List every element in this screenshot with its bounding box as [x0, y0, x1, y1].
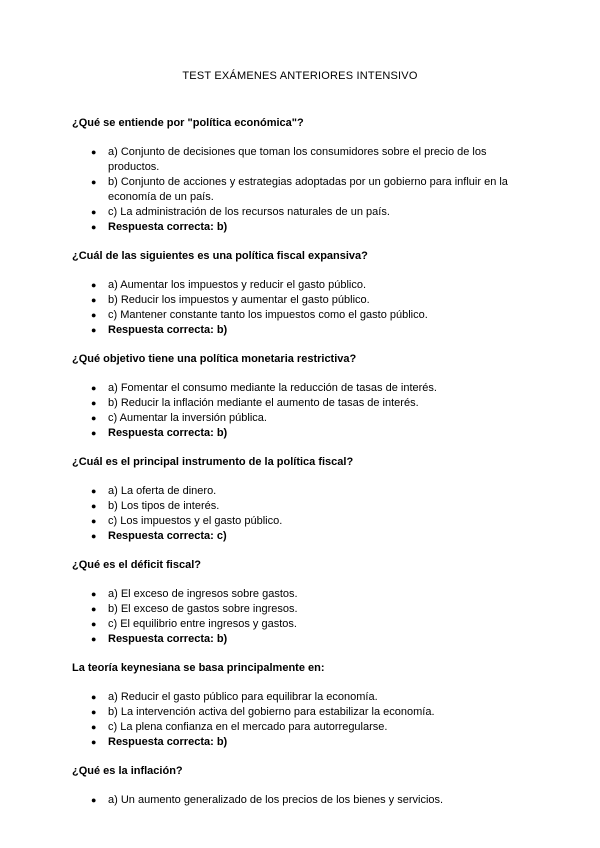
question-block — [72, 455, 528, 544]
question-block — [72, 764, 528, 808]
answer-list — [72, 484, 528, 544]
correct-answer-item — [72, 735, 528, 750]
bullet-icon: ● — [91, 207, 97, 217]
answer-option-text: a) El exceso de ingresos sobre gastos. — [108, 588, 298, 600]
correct-answer-text: Respuesta correcta: b) — [108, 324, 228, 336]
answer-option-text: b) Los tipos de interés. — [108, 500, 220, 512]
bullet-icon: ● — [91, 147, 97, 157]
bullet-icon: ● — [91, 634, 97, 644]
bullet-icon: ● — [91, 280, 97, 290]
answer-option-text: b) Conjunto de acciones y estrategias adoptadas por un gobierno para influir en la economía de un país. — [108, 176, 508, 203]
bullet-icon: ● — [91, 531, 97, 541]
question-heading: ¿Qué se entiende por "política económica"? — [72, 117, 304, 129]
correct-answer-item — [72, 323, 528, 338]
answer-option — [72, 617, 528, 632]
question-block — [72, 352, 528, 441]
bullet-icon: ● — [91, 310, 97, 320]
answer-option — [72, 514, 528, 529]
answer-option — [72, 293, 528, 308]
bullet-icon: ● — [91, 222, 97, 232]
answer-option — [72, 793, 528, 808]
question-heading: ¿Qué es el déficit fiscal? — [72, 559, 201, 571]
answer-list — [72, 145, 528, 235]
answer-option-text: a) Reducir el gasto público para equilibrar la economía. — [108, 691, 378, 703]
answer-option-text: b) La intervención activa del gobierno para estabilizar la economía. — [108, 706, 435, 718]
question-heading: ¿Qué es la inflación? — [72, 765, 183, 777]
answer-option-text: a) Fomentar el consumo mediante la reducción de tasas de interés. — [108, 382, 437, 394]
answer-option — [72, 205, 528, 220]
question-block — [72, 249, 528, 338]
answer-option-text: c) La plena confianza en el mercado para autorregularse. — [108, 721, 388, 733]
answer-option — [72, 705, 528, 720]
answer-option-text: a) Un aumento generalizado de los precios de los bienes y servicios. — [108, 794, 444, 806]
bullet-icon: ● — [91, 619, 97, 629]
correct-answer-text: Respuesta correcta: b) — [108, 221, 228, 233]
answer-option-text: b) Reducir la inflación mediante el aumento de tasas de interés. — [108, 397, 419, 409]
bullet-icon: ● — [91, 707, 97, 717]
bullet-icon: ● — [91, 325, 97, 335]
answer-option-text: c) La administración de los recursos naturales de un país. — [108, 206, 390, 218]
answer-option-text: c) Mantener constante tanto los impuestos como el gasto público. — [108, 309, 428, 321]
answer-list — [72, 587, 528, 647]
answer-option — [72, 690, 528, 705]
answer-option-text: a) Aumentar los impuestos y reducir el gasto público. — [108, 279, 367, 291]
answer-option-text: a) Conjunto de decisiones que toman los consumidores sobre el precio de los productos. — [108, 146, 487, 173]
question-block — [72, 116, 528, 235]
question-block — [72, 558, 528, 647]
correct-answer-item — [72, 529, 528, 544]
correct-answer-item — [72, 426, 528, 441]
document-title: TEST EXÁMENES ANTERIORES INTENSIVO — [182, 70, 418, 82]
bullet-icon: ● — [91, 428, 97, 438]
answer-option — [72, 602, 528, 617]
bullet-icon: ● — [91, 589, 97, 599]
answer-option — [72, 278, 528, 293]
answer-option-text: c) Aumentar la inversión pública. — [108, 412, 267, 424]
answer-list — [72, 278, 528, 338]
correct-answer-text: Respuesta correcta: b) — [108, 633, 228, 645]
question-heading: ¿Cuál de las siguientes es una política fiscal expansiva? — [72, 250, 368, 262]
question-heading: La teoría keynesiana se basa principalmente en: — [72, 662, 325, 674]
answer-option-text: b) Reducir los impuestos y aumentar el gasto público. — [108, 294, 370, 306]
answer-option-text: b) El exceso de gastos sobre ingresos. — [108, 603, 298, 615]
answer-option — [72, 411, 528, 426]
bullet-icon: ● — [91, 722, 97, 732]
question-block — [72, 661, 528, 750]
correct-answer-item — [72, 632, 528, 647]
answer-option — [72, 145, 528, 175]
answer-list — [72, 793, 528, 808]
bullet-icon: ● — [91, 737, 97, 747]
correct-answer-text: Respuesta correcta: b) — [108, 427, 228, 439]
correct-answer-item — [72, 220, 528, 235]
bullet-icon: ● — [91, 516, 97, 526]
bullet-icon: ● — [91, 501, 97, 511]
answer-option — [72, 499, 528, 514]
answer-option — [72, 308, 528, 323]
correct-answer-text: Respuesta correcta: c) — [108, 530, 227, 542]
answer-option-text: a) La oferta de dinero. — [108, 485, 217, 497]
correct-answer-text: Respuesta correcta: b) — [108, 736, 228, 748]
answer-option — [72, 175, 528, 205]
answer-option — [72, 484, 528, 499]
bullet-icon: ● — [91, 383, 97, 393]
bullet-icon: ● — [91, 604, 97, 614]
bullet-icon: ● — [91, 692, 97, 702]
answer-option — [72, 396, 528, 411]
answer-option — [72, 720, 528, 735]
question-heading: ¿Qué objetivo tiene una política monetaria restrictiva? — [72, 353, 357, 365]
bullet-icon: ● — [91, 398, 97, 408]
bullet-icon: ● — [91, 295, 97, 305]
answer-option-text: c) El equilibrio entre ingresos y gastos. — [108, 618, 297, 630]
answer-list — [72, 690, 528, 750]
bullet-icon: ● — [91, 177, 97, 187]
bullet-icon: ● — [91, 795, 97, 805]
bullet-icon: ● — [91, 486, 97, 496]
question-heading: ¿Cuál es el principal instrumento de la política fiscal? — [72, 456, 354, 468]
question-list — [72, 116, 528, 822]
answer-option — [72, 587, 528, 602]
answer-option — [72, 381, 528, 396]
bullet-icon: ● — [91, 413, 97, 423]
answer-list — [72, 381, 528, 441]
answer-option-text: c) Los impuestos y el gasto público. — [108, 515, 283, 527]
